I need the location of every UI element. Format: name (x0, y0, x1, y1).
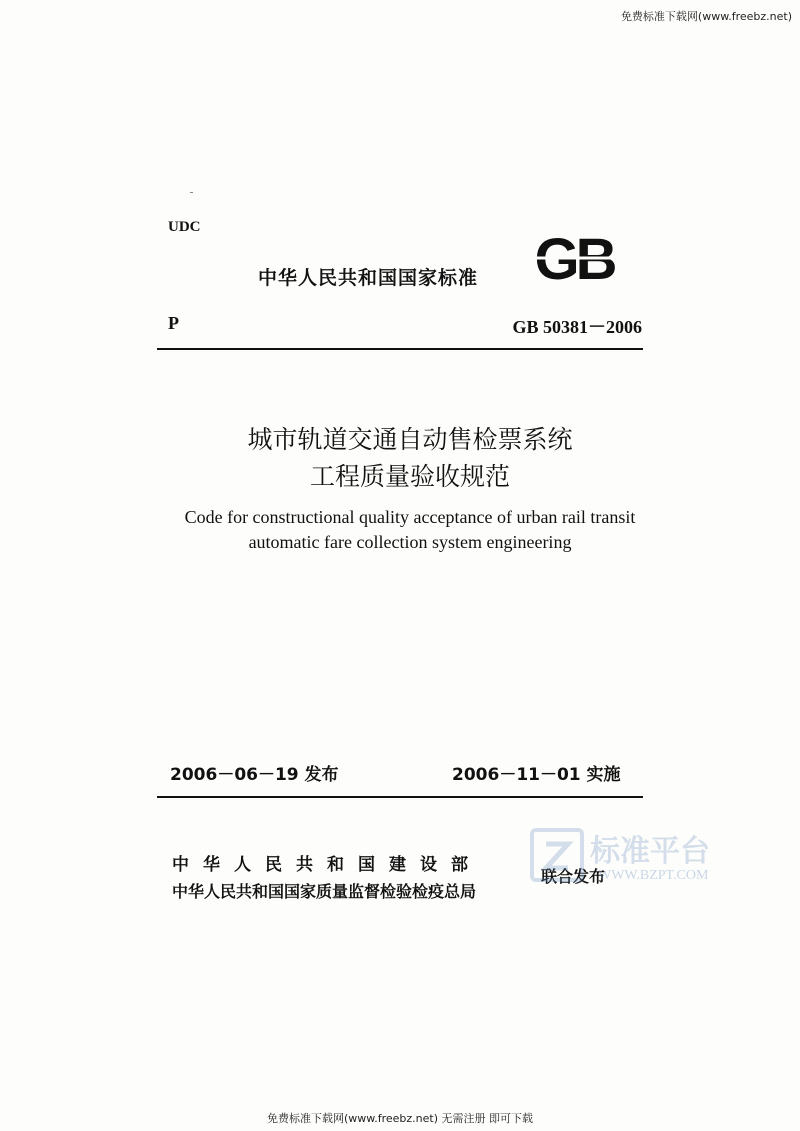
watermark-logo-icon (528, 826, 586, 888)
bottom-divider (157, 796, 643, 798)
footer-download-link[interactable]: 免费标准下载网(www.freebz.net) 无需注册 即可下载 (266, 1112, 534, 1125)
watermark-url: WWW.BZPT.COM (598, 868, 709, 883)
watermark-name: 标准平台 (590, 834, 710, 869)
scan-speck (190, 192, 193, 193)
udc-label: UDC (168, 219, 201, 235)
title-en-line-1: Code for constructional quality acceptance of urban rail transit (184, 507, 636, 527)
standard-type: 中华人民共和国国家标准 (258, 267, 479, 289)
issue-date: 2006－06－19 发布 (170, 765, 339, 785)
title-cn-line-2: 工程质量验收规范 (309, 462, 510, 491)
title-en-line-2: automatic fare collection system engineering (248, 532, 572, 552)
joint-release: 联合发布 (541, 867, 606, 886)
publisher-aqsiq: 中华人民共和国国家质量监督检验检疫总局 (172, 882, 477, 901)
top-divider (157, 348, 643, 350)
gb-logo-icon (524, 232, 624, 288)
publisher-ministry: 中华人民共和国建设部 (172, 855, 482, 875)
title-cn-line-1: 城市轨道交通自动售检票系统 (247, 425, 573, 454)
standard-number: GB 50381－2006 (512, 317, 642, 337)
header-download-link[interactable]: 免费标准下载网(www.freebz.net) (620, 10, 792, 23)
gb-logo-text: GB (534, 232, 614, 284)
implement-date: 2006－11－01 实施 (452, 765, 621, 785)
classification-code: P (168, 313, 179, 333)
